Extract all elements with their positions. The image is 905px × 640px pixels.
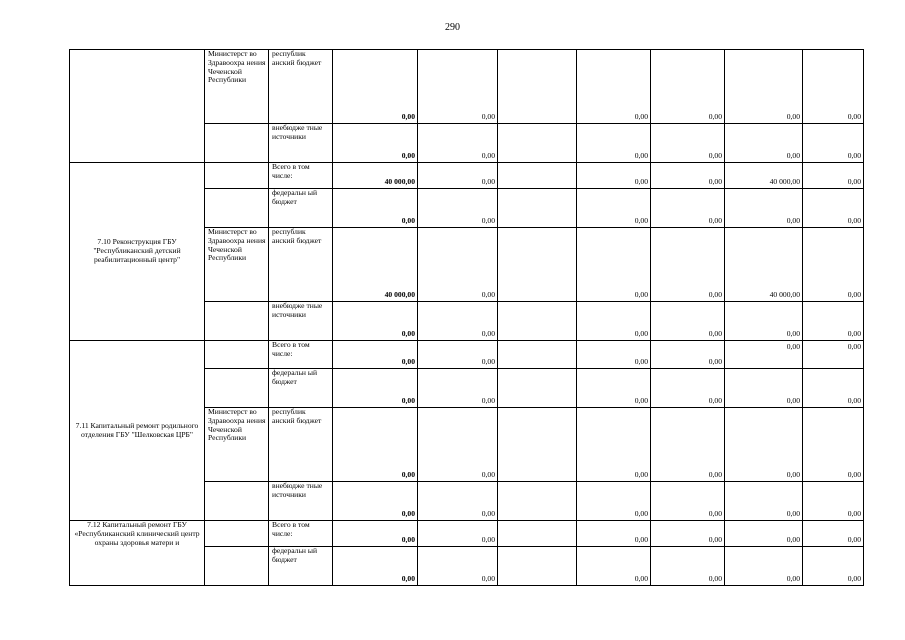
project-name: 7.10 Реконструкция ГБУ "Республиканский детский реабилитационный центр" <box>70 163 205 341</box>
budget-table <box>69 49 864 586</box>
value-cell: 0,00 <box>651 521 725 547</box>
value-cell: 40 000,00 <box>333 228 418 302</box>
value-cell: 0,00 <box>333 547 418 586</box>
funding-source: федеральн ый бюджет <box>269 189 333 228</box>
value-cell: 0,00 <box>577 521 651 547</box>
value-cell: 0,00 <box>333 408 418 482</box>
executor-cell <box>205 482 269 521</box>
value-cell: 0,00 <box>333 189 418 228</box>
value-cell: 0,00 <box>577 124 651 163</box>
funding-source: Всего в том числе: <box>269 163 333 189</box>
value-cell: 0,00 <box>577 408 651 482</box>
executor-cell: Министерст во Здравоохра нения Чеченской Республики <box>205 408 269 482</box>
executor-cell <box>205 341 269 369</box>
value-cell <box>498 341 577 369</box>
value-cell <box>498 521 577 547</box>
executor-cell <box>205 189 269 228</box>
value-cell: 0,00 <box>577 302 651 341</box>
executor-cell: Министерст во Здравоохра нения Чеченской Республики <box>205 228 269 302</box>
funding-source: Всего в том числе: <box>269 521 333 547</box>
value-cell <box>498 547 577 586</box>
value-cell: 0,00 <box>803 482 864 521</box>
value-cell: 0,00 <box>418 547 498 586</box>
value-cell: 0,00 <box>725 189 803 228</box>
value-cell: 0,00 <box>333 302 418 341</box>
value-cell: 0,00 <box>803 341 864 369</box>
value-cell: 0,00 <box>803 547 864 586</box>
value-cell: 0,00 <box>577 482 651 521</box>
value-cell: 0,00 <box>577 163 651 189</box>
value-cell: 0,00 <box>651 163 725 189</box>
value-cell: 0,00 <box>651 189 725 228</box>
value-cell <box>498 228 577 302</box>
value-cell: 0,00 <box>333 369 418 408</box>
funding-source: федеральн ый бюджет <box>269 369 333 408</box>
value-cell <box>498 124 577 163</box>
executor-cell <box>205 302 269 341</box>
value-cell: 0,00 <box>803 124 864 163</box>
funding-source: внебюдже тные источники <box>269 302 333 341</box>
funding-source: внебюдже тные источники <box>269 482 333 521</box>
value-cell: 0,00 <box>651 547 725 586</box>
value-cell: 0,00 <box>725 341 803 369</box>
value-cell: 0,00 <box>803 50 864 124</box>
table-row <box>70 341 864 369</box>
value-cell: 0,00 <box>651 228 725 302</box>
value-cell: 0,00 <box>725 50 803 124</box>
value-cell: 40 000,00 <box>725 228 803 302</box>
executor-cell: Министерст во Здравоохра нения Чеченской Республики <box>205 50 269 124</box>
value-cell: 40 000,00 <box>333 163 418 189</box>
value-cell: 0,00 <box>651 302 725 341</box>
value-cell: 0,00 <box>418 302 498 341</box>
table-row <box>70 521 864 547</box>
value-cell: 0,00 <box>803 521 864 547</box>
value-cell <box>498 482 577 521</box>
value-cell: 0,00 <box>725 521 803 547</box>
value-cell: 0,00 <box>803 163 864 189</box>
table-row <box>70 50 864 124</box>
value-cell: 0,00 <box>651 482 725 521</box>
value-cell: 0,00 <box>577 547 651 586</box>
value-cell <box>498 302 577 341</box>
value-cell: 0,00 <box>418 482 498 521</box>
value-cell: 0,00 <box>418 124 498 163</box>
executor-cell <box>205 124 269 163</box>
value-cell: 0,00 <box>333 482 418 521</box>
value-cell <box>498 50 577 124</box>
table-row <box>70 163 864 189</box>
value-cell: 0,00 <box>418 521 498 547</box>
value-cell: 0,00 <box>725 547 803 586</box>
value-cell: 0,00 <box>418 50 498 124</box>
value-cell: 0,00 <box>333 50 418 124</box>
value-cell: 0,00 <box>803 408 864 482</box>
executor-cell <box>205 369 269 408</box>
value-cell: 0,00 <box>725 369 803 408</box>
value-cell: 0,00 <box>725 302 803 341</box>
value-cell: 0,00 <box>418 341 498 369</box>
funding-source: республик анский бюджет <box>269 50 333 124</box>
value-cell: 0,00 <box>803 189 864 228</box>
value-cell: 0,00 <box>651 408 725 482</box>
value-cell: 0,00 <box>418 189 498 228</box>
value-cell: 0,00 <box>418 163 498 189</box>
funding-source: Всего в том числе: <box>269 341 333 369</box>
value-cell: 0,00 <box>577 50 651 124</box>
value-cell: 0,00 <box>577 369 651 408</box>
value-cell: 0,00 <box>725 408 803 482</box>
value-cell: 0,00 <box>577 341 651 369</box>
executor-cell <box>205 163 269 189</box>
funding-source: республик анский бюджет <box>269 408 333 482</box>
value-cell: 0,00 <box>651 369 725 408</box>
value-cell: 0,00 <box>651 50 725 124</box>
value-cell <box>498 408 577 482</box>
value-cell: 0,00 <box>651 341 725 369</box>
value-cell: 0,00 <box>803 369 864 408</box>
value-cell: 0,00 <box>418 408 498 482</box>
value-cell <box>498 369 577 408</box>
executor-cell <box>205 547 269 586</box>
value-cell: 0,00 <box>725 482 803 521</box>
page-number: 290 <box>445 22 460 33</box>
project-name: 7.11 Капитальный ремонт родильного отделения ГБУ "Шелковская ЦРБ" <box>70 341 205 521</box>
value-cell: 0,00 <box>333 521 418 547</box>
project-name <box>70 50 205 163</box>
value-cell: 0,00 <box>803 228 864 302</box>
value-cell: 0,00 <box>577 228 651 302</box>
value-cell <box>498 163 577 189</box>
value-cell: 0,00 <box>803 302 864 341</box>
value-cell: 0,00 <box>418 228 498 302</box>
value-cell: 0,00 <box>651 124 725 163</box>
value-cell: 0,00 <box>333 341 418 369</box>
funding-source: внебюдже тные источники <box>269 124 333 163</box>
funding-source: республик анский бюджет <box>269 228 333 302</box>
value-cell: 0,00 <box>418 369 498 408</box>
value-cell: 0,00 <box>577 189 651 228</box>
funding-source: федеральн ый бюджет <box>269 547 333 586</box>
project-name: 7.12 Капитальный ремонт ГБУ «Республиканский клинический центр охраны здоровья матери и <box>70 521 205 586</box>
value-cell: 0,00 <box>725 124 803 163</box>
value-cell: 0,00 <box>333 124 418 163</box>
value-cell <box>498 189 577 228</box>
value-cell: 40 000,00 <box>725 163 803 189</box>
executor-cell <box>205 521 269 547</box>
